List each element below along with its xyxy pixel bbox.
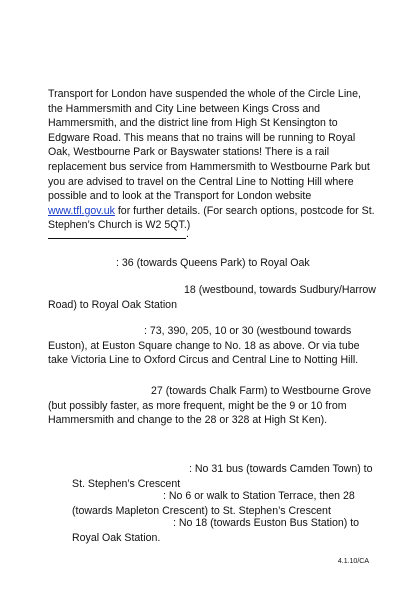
local-route-item: : No 6 or walk to Station Terrace, then 28 (towards Mapleton Crescent) to St. Stephen’s Crescent [72, 490, 355, 517]
intro-paragraph [48, 87, 378, 233]
heading-dot: . [186, 228, 189, 240]
route-item: : 73, 390, 205, 10 or 30 (westbound towards Euston), at Euston Square change to No. 18 as above. Or via tube take Victoria Line to Oxford Circus and Central Line to Notting Hill. [48, 325, 360, 367]
local-route-item: : No 31 bus (towards Camden Town) to St. Stephen’s Crescent [72, 463, 373, 490]
tfl-website-link[interactable]: www.tfl.gov.uk [48, 204, 115, 217]
route-item: 18 (westbound, towards Sudbury/Harrow Road) to Royal Oak Station [48, 284, 376, 311]
route-item: 27 (towards Chalk Farm) to Westbourne Grove (but possibly faster, as more frequent, might be the 9 or 10 from Hammersmith and change to the 28 or 328 at High St Ken). [48, 385, 372, 427]
document-reference: 4.1.10/CA [337, 558, 369, 565]
local-route-item: : No 18 (towards Euston Bus Station) to Royal Oak Station. [72, 517, 360, 544]
intro-text-start: Transport for London have suspended the whole of the Circle Line, the Hammersmith and City Line between Kings Cross and Hammersmith, and the district line from High St Kensington to Edgware Road. This means that no trains will be running to Royal Oak, Westbourne Park or Bayswater stations! There is a rail replacement bus service from Hammersmith to Westbourne Park but you are advised to travel on the Central Line to Notting Hill where possible and to look at the Transport for London website [48, 88, 370, 203]
heading-underline [48, 238, 186, 239]
route-item: : 36 (towards Queens Park) to Royal Oak [116, 257, 310, 269]
intro-text-end: for further details. (For search options, postcode for St. Stephen’s Church is W2 5QT.) [48, 204, 375, 232]
